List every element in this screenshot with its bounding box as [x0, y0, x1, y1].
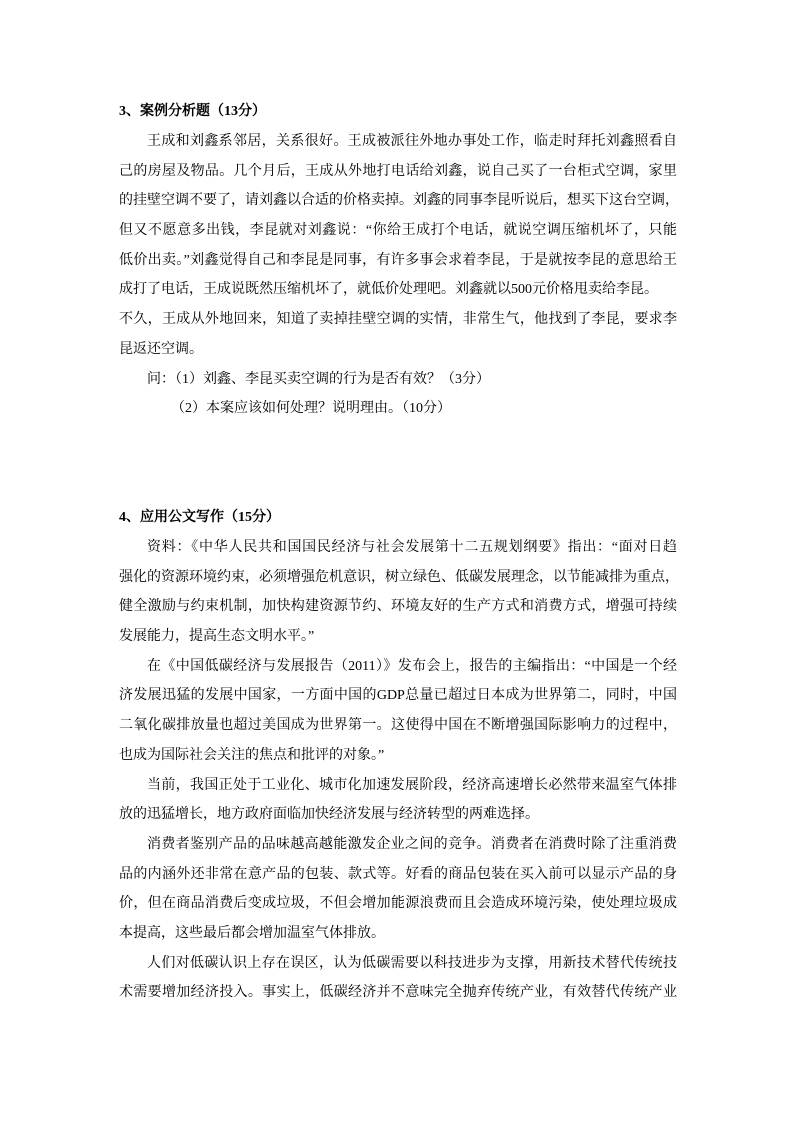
question-1: 问：（1）刘鑫、李昆买卖空调的行为是否有效？（3分）: [147, 371, 490, 387]
paragraph-line: 在《中国低碳经济与发展报告（2011）》发布会上，报告的主编指出：“中国是一个经: [147, 658, 677, 674]
paragraph-line: 的挂壁空调不要了，请刘鑫以合适的价格卖掉。刘鑫的同事李昆听说后，想买下这台空调，: [119, 193, 679, 209]
section-case-analysis: [119, 97, 677, 424]
paragraph-line: 消费者鉴别产品的品味越高越能激发企业之间的竞争。消费者在消费时除了注重消费: [147, 836, 677, 852]
paragraph-line: 成打了电话，王成说既然压缩机坏了，就低价处理吧。刘鑫就以500元价格甩卖给李昆。: [119, 282, 658, 298]
paragraph-line: 价，但在商品消费后变成垃圾，不但会增加能源浪费而且会造成环境污染，使处理垃圾成: [119, 896, 677, 912]
paragraph-line: 二氧化碳排放量也超过美国成为世界第一。这使得中国在不断增强国际影响力的过程中，: [119, 718, 677, 734]
paragraph-line: 但又不愿意多出钱，李昆就对刘鑫说：“你给王成打个电话，就说空调压缩机坏了，只能: [119, 223, 677, 239]
section-heading: 3、案例分析题（13分）: [119, 104, 266, 119]
paragraph-line: 发展能力，提高生态文明水平。”: [119, 629, 315, 645]
paragraph-line: 品的内涵外还非常在意产品的包装、款式等。好看的商品包装在买入前可以显示产品的身: [119, 866, 677, 882]
question-2: （2）本案应该如何处理？说明理由。（10分）: [171, 401, 451, 417]
paragraph-line: 术需要增加经济投入。事实上，低碳经济并不意味完全抛弃传统产业，有效替代传统产业: [119, 985, 677, 1001]
paragraph-line: 济发展迅猛的发展中国家，一方面中国的GDP总量已超过日本成为世界第二，同时，中国: [119, 688, 677, 704]
paragraph-line: 强化的资源环境约束，必须增强危机意识，树立绿色、低碳发展理念，以节能减排为重点，: [119, 569, 679, 585]
paragraph-line: 王成和刘鑫系邻居，关系很好。王成被派往外地办事处工作，临走时拜托刘鑫照看自: [147, 134, 677, 149]
paragraph-line: 本提高，这些最后都会增加温室气体排放。: [119, 925, 385, 941]
paragraph-line: 人们对低碳认识上存在误区，认为低碳需要以科技进步为支撑，用新技术替代传统技: [147, 955, 677, 971]
paragraph-line: 己的房屋及物品。几个月后，王成从外地打电话给刘鑫，说自己买了一台柜式空调，家里: [119, 163, 677, 179]
paragraph-line: 当前，我国正处于工业化、城市化加速发展阶段，经济高速增长必然带来温室气体排: [147, 777, 677, 793]
section-heading: 4、应用公文写作（15分）: [119, 510, 280, 525]
paragraph-line: 低价出卖。”刘鑫觉得自己和李昆是同事，有许多事会求着李昆，于是就按李昆的意思给王: [119, 252, 677, 268]
paragraph-line: 不久，王成从外地回来，知道了卖掉挂壁空调的实情，非常生气，他找到了李昆，要求李: [119, 312, 677, 328]
paragraph-line: 放的迅猛增长，地方政府面临加快经济发展与经济转型的两难选择。: [119, 807, 539, 823]
section-official-writing: [119, 503, 677, 1008]
paragraph-line: 资料：《中华人民共和国国民经济与社会发展第十二五规划纲要》指出：“面对日趋: [147, 540, 677, 555]
paragraph-line: 昆返还空调。: [119, 341, 203, 357]
paragraph-line: 也成为国际社会关注的焦点和批评的对象。”: [119, 747, 385, 763]
paragraph-line: 健全激励与约束机制，加快构建资源节约、环境友好的生产方式和消费方式，增强可持续: [119, 599, 677, 615]
